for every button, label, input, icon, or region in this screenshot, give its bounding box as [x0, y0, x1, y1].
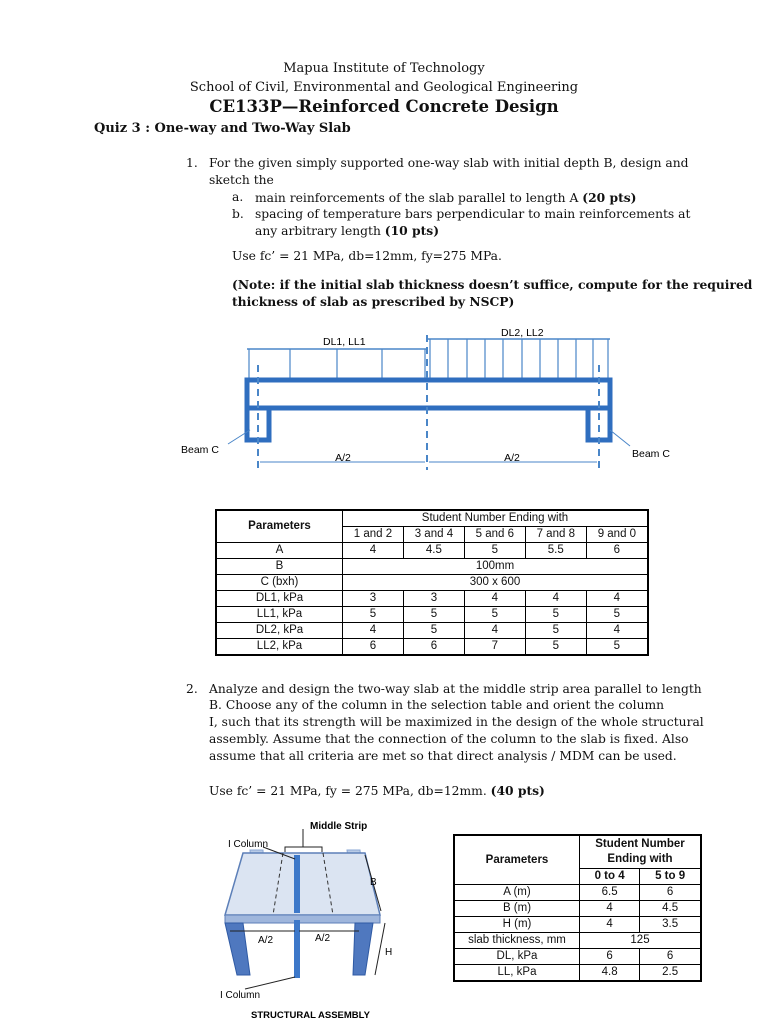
i-column-top: [294, 855, 300, 913]
structural-assembly-figure: [215, 815, 395, 1024]
q1-b-label: b.: [232, 207, 244, 221]
table-cell: 6: [640, 949, 701, 965]
table1-parameters-header: Parameters: [216, 510, 343, 543]
table1-row-label: DL2, kPa: [216, 623, 343, 639]
table-row: [454, 885, 701, 901]
q1-a-points: (20 pts): [582, 190, 637, 205]
table-cell: 4: [464, 623, 525, 639]
table-row: [216, 607, 648, 623]
table2-col-header: 0 to 4: [580, 869, 640, 885]
table2-group-header-line1: Student Number: [595, 838, 685, 850]
load-label-left: DL1, LL1: [323, 336, 366, 348]
table1-row-label: B: [216, 559, 343, 575]
q2-line1: Analyze and design the two-way slab at the middle strip area parallel to length: [209, 682, 702, 696]
slab-front: [225, 915, 380, 923]
table-cell: 6: [580, 949, 640, 965]
beam-label-right: Beam C: [632, 448, 670, 460]
table-cell: 6: [343, 639, 404, 656]
table-row: [216, 639, 648, 656]
middle-strip-label: Middle Strip: [310, 821, 368, 832]
dimension-h-line: [375, 923, 385, 975]
table2-row-label: slab thickness, mm: [454, 933, 580, 949]
table-cell: 5: [464, 543, 525, 559]
q1-note-line2: thickness of slab as prescribed by NSCP): [232, 294, 515, 309]
table1-row-label: A: [216, 543, 343, 559]
table-cell: 5: [525, 607, 586, 623]
beam-c-left: [247, 408, 269, 440]
table2-row-label: B (m): [454, 901, 580, 917]
q1-a-label: a.: [232, 190, 244, 204]
q2-line3: I, such that its strength will be maximized in the design of the whole structural: [209, 715, 704, 729]
slab: [247, 380, 610, 408]
table-cell: 6.5: [580, 885, 640, 901]
q2-line2: B. Choose any of the column in the selection table and orient the column: [209, 698, 665, 712]
table-cell: 6: [640, 885, 701, 901]
school-name: School of Civil, Environmental and Geological Engineering: [189, 80, 579, 95]
table-row: [216, 543, 648, 559]
table-row: [216, 623, 648, 639]
table2-group-header-line2: Ending with: [607, 853, 673, 865]
table-cell: 5: [464, 607, 525, 623]
table1-col-header: 7 and 8: [525, 527, 586, 543]
table-row: [216, 559, 648, 575]
i-column-bottom-leader: [245, 977, 295, 989]
q2-use-text: Use fc’ = 21 MPa, fy = 275 MPa, db=12mm.: [209, 784, 491, 798]
q1-a-item: [255, 189, 637, 207]
q2-number: 2.: [186, 682, 198, 696]
table-cell: 5: [525, 623, 586, 639]
q1-text-line1: For the given simply supported one-way slab with initial depth B, design and: [209, 156, 689, 170]
table2-row-label: DL, kPa: [454, 949, 580, 965]
slab-top: [225, 853, 380, 915]
middle-strip-bracket: [285, 847, 322, 852]
figure-caption: STRUCTURAL ASSEMBLY: [251, 1010, 370, 1021]
q1-b-line1: spacing of temperature bars perpendicular to main reinforcements at: [255, 207, 691, 221]
load-arrows-right: [430, 339, 608, 378]
table-cell: 4: [580, 901, 640, 917]
a2-label-right: A/2: [315, 933, 331, 944]
q1-a-text: main reinforcements of the slab parallel to length A: [255, 191, 583, 205]
table1-row-label: DL1, kPa: [216, 591, 343, 607]
table-cell: 4: [343, 623, 404, 639]
table-cell: 6: [403, 639, 464, 656]
q1-b-line2: any arbitrary length: [255, 224, 385, 238]
table-cell: 5: [403, 623, 464, 639]
table-cell: 4: [586, 623, 648, 639]
table-cell: 4: [586, 591, 648, 607]
table-two-way-parameters: [453, 834, 702, 982]
table-cell: 3: [403, 591, 464, 607]
table-row: [454, 949, 701, 965]
load-label-right: DL2, LL2: [501, 327, 544, 339]
q2-line5: assume that all criteria are met so that direct analysis / MDM can be used.: [209, 749, 677, 763]
q2-use-values: [209, 782, 545, 800]
table2-row-label: A (m): [454, 885, 580, 901]
table-cell: 4.8: [580, 965, 640, 982]
table1-col-header: 9 and 0: [586, 527, 648, 543]
b-label: B: [370, 877, 377, 888]
beam-label-left: Beam C: [181, 444, 219, 456]
table1-group-header: Student Number Ending with: [343, 510, 649, 527]
leader-beam-right: [610, 430, 630, 446]
table1-row-label: LL2, kPa: [216, 639, 343, 656]
a2-label-left: A/2: [258, 935, 274, 946]
table2-group-header: [580, 835, 702, 869]
table-cell: 4.5: [403, 543, 464, 559]
table-row: [454, 917, 701, 933]
q1-note-line1: (Note: if the initial slab thickness doesn’t suffice, compute for the required: [232, 277, 753, 292]
q1-use-values: Use fc’ = 21 MPa, db=12mm, fy=275 MPa.: [232, 249, 502, 263]
table-row: [454, 901, 701, 917]
table-one-way-parameters: [215, 509, 649, 656]
table-cell: 5: [586, 639, 648, 656]
table-row: [454, 933, 701, 949]
table1-col-header: 5 and 6: [464, 527, 525, 543]
table2-col-header: 5 to 9: [640, 869, 701, 885]
table1-col-header: 1 and 2: [343, 527, 404, 543]
q2-points: (40 pts): [490, 783, 545, 798]
table-cell: 3: [343, 591, 404, 607]
table-row: [216, 591, 648, 607]
institute-name: Mapua Institute of Technology: [283, 61, 485, 76]
h-label: H: [385, 947, 393, 958]
table-cell: 5: [343, 607, 404, 623]
table-cell: 4: [343, 543, 404, 559]
table1-row-label: C (bxh): [216, 575, 343, 591]
table1-col-header: 3 and 4: [403, 527, 464, 543]
table-cell: 6: [586, 543, 648, 559]
table2-parameters-header: Parameters: [454, 835, 580, 885]
table-cell: 7: [464, 639, 525, 656]
course-title: CE133P—Reinforced Concrete Design: [209, 97, 559, 116]
dimension-a2-left: A/2: [335, 452, 351, 464]
i-column-top-label: I Column: [228, 839, 269, 850]
table2-row-label: H (m): [454, 917, 580, 933]
beam-c-right: [588, 408, 610, 440]
q1-number: 1.: [186, 156, 198, 170]
table2-row-label: LL, kPa: [454, 965, 580, 982]
q2-line4: assembly. Assume that the connection of the column to the slab is fixed. Also: [209, 732, 689, 746]
i-column-bottom-label: I Column: [220, 990, 261, 1001]
table-cell: 5: [403, 607, 464, 623]
quiz-title: Quiz 3 : One-way and Two-Way Slab: [94, 121, 351, 136]
table-cell: 2.5: [640, 965, 701, 982]
table-cell: 100mm: [343, 559, 649, 575]
dimension-a2-right: A/2: [504, 452, 520, 464]
q1-b-points: (10 pts): [384, 223, 440, 238]
table-cell: 4: [464, 591, 525, 607]
one-way-slab-figure: [170, 320, 690, 475]
table-cell: 4: [580, 917, 640, 933]
q1-text-line2: sketch the: [209, 173, 274, 187]
table-cell: 4.5: [640, 901, 701, 917]
table-cell: 4: [525, 591, 586, 607]
table-cell: 5: [525, 639, 586, 656]
table-cell: 300 x 600: [343, 575, 649, 591]
table1-row-label: LL1, kPa: [216, 607, 343, 623]
table-cell: 3.5: [640, 917, 701, 933]
load-arrows-left: [249, 349, 425, 378]
table-cell: 5: [586, 607, 648, 623]
table-row: [216, 575, 648, 591]
q1-b-item: [255, 222, 439, 240]
i-column-bottom: [294, 920, 300, 978]
table-cell: 5.5: [525, 543, 586, 559]
table-cell: 125: [580, 933, 702, 949]
table-row: [454, 965, 701, 982]
